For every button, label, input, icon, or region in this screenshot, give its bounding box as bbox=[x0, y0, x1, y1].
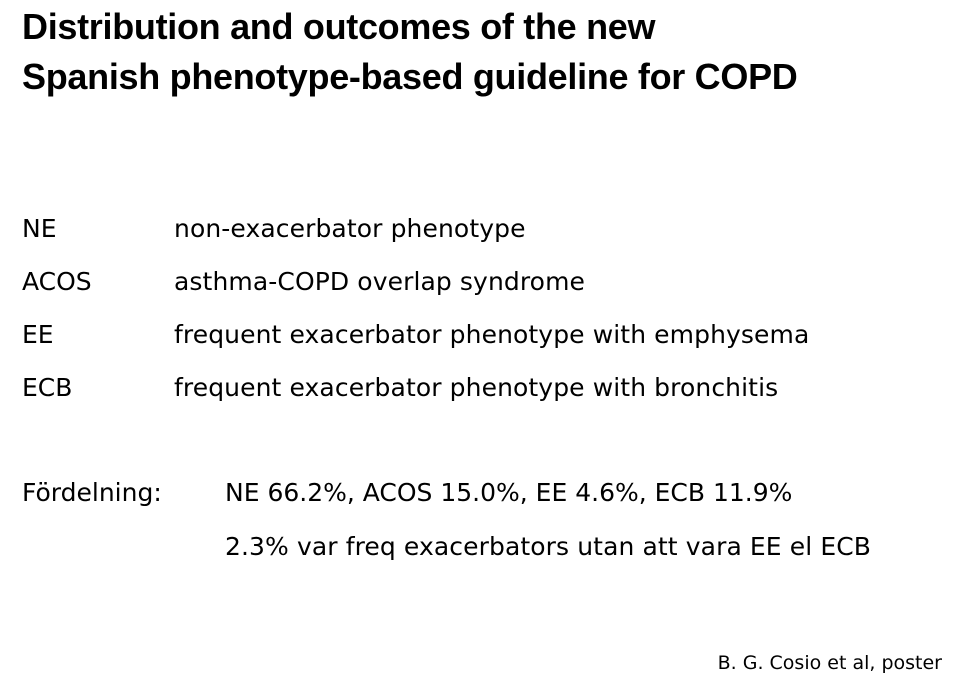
title-line-1: Distribution and outcomes of the new bbox=[22, 6, 656, 47]
abbreviation-code: EE bbox=[22, 320, 54, 349]
distribution-row bbox=[22, 465, 958, 519]
slide-title bbox=[22, 2, 952, 102]
abbreviation-code: ECB bbox=[22, 373, 73, 402]
abbreviation-description: asthma-COPD overlap syndrome bbox=[174, 267, 586, 296]
citation: B. G. Cosio et al, poster bbox=[717, 652, 942, 674]
distribution-section bbox=[22, 465, 958, 573]
distribution-note: 2.3% var freq exacerbators utan att vara EE el ECB bbox=[225, 531, 872, 561]
abbreviation-description: frequent exacerbator phenotype with emphysema bbox=[174, 320, 810, 349]
title-line-2: Spanish phenotype-based guideline for COPD bbox=[22, 56, 798, 97]
abbreviation-row-ecb bbox=[22, 361, 942, 414]
abbreviation-list bbox=[22, 202, 942, 414]
abbreviation-row-ee bbox=[22, 308, 942, 361]
abbreviation-row-acos bbox=[22, 255, 942, 308]
distribution-label: Fördelning: bbox=[22, 477, 162, 507]
abbreviation-row-ne bbox=[22, 202, 942, 255]
distribution-values: NE 66.2%, ACOS 15.0%, EE 4.6%, ECB 11.9% bbox=[225, 477, 793, 507]
abbreviation-code: ACOS bbox=[22, 267, 92, 296]
abbreviation-description: frequent exacerbator phenotype with bronchitis bbox=[174, 373, 779, 402]
abbreviation-code: NE bbox=[22, 214, 57, 243]
distribution-note-row bbox=[22, 519, 958, 573]
abbreviation-description: non-exacerbator phenotype bbox=[174, 214, 526, 243]
